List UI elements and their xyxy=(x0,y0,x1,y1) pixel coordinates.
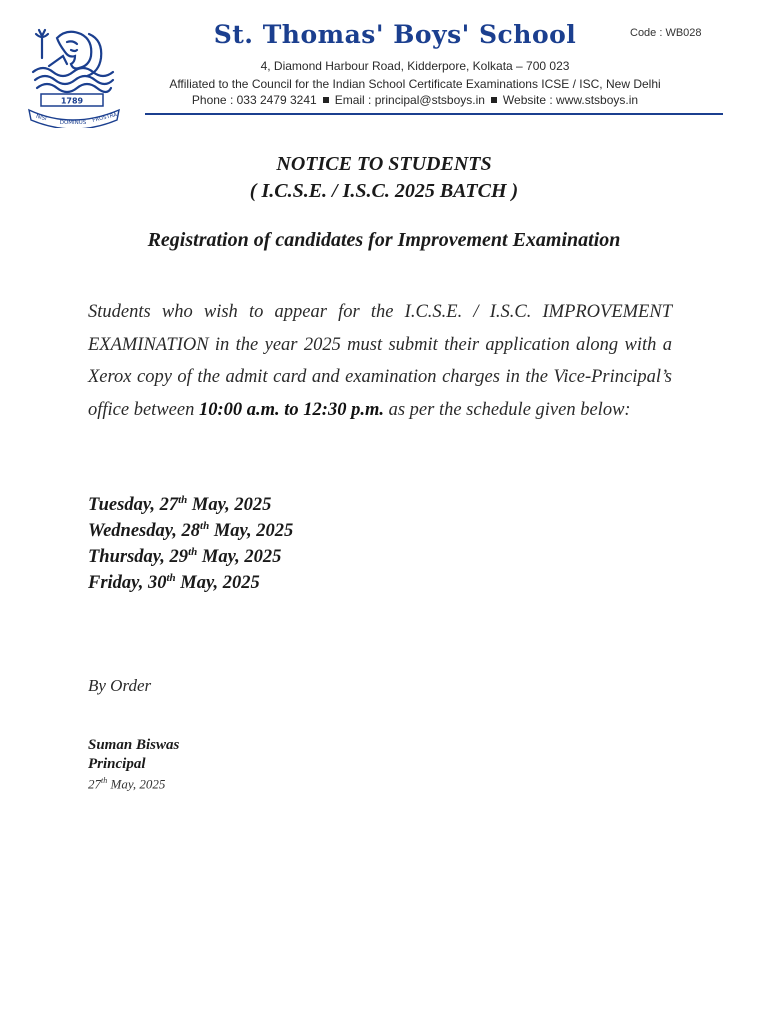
separator-square-icon xyxy=(323,97,329,103)
notice-subtitle: Registration of candidates for Improvement Examination xyxy=(147,229,621,251)
school-code: Code : WB028 xyxy=(630,27,702,39)
notice-title: NOTICE TO STUDENTS xyxy=(276,153,492,175)
schedule-item: Thursday, 29th May, 2025 xyxy=(88,545,282,567)
body-text-after: as per the schedule given below: xyxy=(383,399,631,420)
crest-motto-left: NISI xyxy=(35,113,48,123)
notice-body xyxy=(88,296,672,426)
separator-square-icon xyxy=(491,97,497,103)
by-order: By Order xyxy=(88,676,152,695)
crest-motto-right: FRUSTRA xyxy=(91,112,118,124)
schedule-item: Wednesday, 28th May, 2025 xyxy=(88,519,294,541)
contact-line xyxy=(130,93,700,107)
school-crest-logo xyxy=(27,24,123,128)
crest-motto-center: DOMINUS xyxy=(59,120,87,126)
signatory-name: Suman Biswas xyxy=(88,737,180,753)
signoff-date: 27th May, 2025 xyxy=(88,776,166,792)
school-address: 4, Diamond Harbour Road, Kidderpore, Kolkata – 700 023 xyxy=(260,59,570,73)
phone-text: Phone : 033 2479 3241 xyxy=(191,93,317,107)
body-text-before: Students who wish to appear for the I.C.S.E. / I.S.C. IMPROVEMENT EXAMINATION in the year 2025 must submit their application along with a Xerox copy of the admit card and examination charges in the Vice-Principal’s office between xyxy=(88,302,672,420)
letterhead-divider xyxy=(145,113,723,115)
school-affiliation: Affiliated to the Council for the Indian School Certificate Examinations ICSE / ISC, New Delhi xyxy=(169,77,661,91)
notice-batch: ( I.C.S.E. / I.S.C. 2025 BATCH ) xyxy=(249,180,519,202)
school-name: St. Thomas' Boys' School xyxy=(213,20,577,49)
website-text: Website : www.stsboys.in xyxy=(502,93,639,107)
email-text: Email : principal@stsboys.in xyxy=(334,93,485,107)
schedule-item: Friday, 30th May, 2025 xyxy=(88,571,260,593)
schedule-item: Tuesday, 27th May, 2025 xyxy=(88,493,272,515)
signatory-title: Principal xyxy=(88,756,146,772)
schedule-list xyxy=(88,492,488,596)
body-time-range: 10:00 a.m. to 12:30 p.m. xyxy=(198,399,384,420)
crest-year: 1789 xyxy=(60,96,84,106)
letterhead xyxy=(0,0,768,130)
